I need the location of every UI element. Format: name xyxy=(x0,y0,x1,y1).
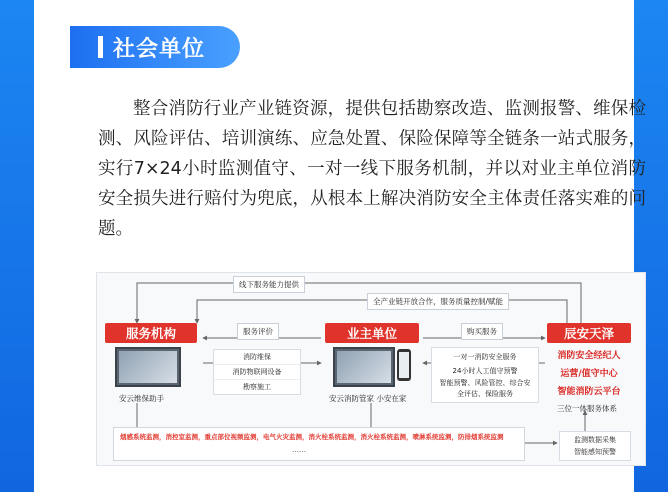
service-diagram xyxy=(96,272,646,466)
owner-phone xyxy=(397,349,411,381)
agency-caption: 安云维保助手 xyxy=(119,394,164,403)
purchase-service-label: 购买服务 xyxy=(461,323,503,340)
service-list-item: 勘察施工 xyxy=(243,383,271,391)
service-eval-label: 服务评价 xyxy=(237,323,279,340)
data-collect-box xyxy=(559,431,631,461)
monitoring-systems-box xyxy=(113,427,525,461)
left-frame xyxy=(0,0,34,492)
owner-service-item: 智能预警、风险管控、综合安全评估、保险服务 xyxy=(439,379,531,398)
chenan-list xyxy=(549,347,629,401)
owner-services-list xyxy=(431,347,539,403)
service-agency-header: 服务机构 xyxy=(105,323,197,343)
service-list-item: 消防维保 xyxy=(214,350,300,365)
flow-line-offline xyxy=(137,283,581,323)
owner-caption: 安云消防管家 小安在家 xyxy=(329,394,407,403)
owner-service-item: 一对一消防安全服务 xyxy=(453,353,517,361)
owner-unit-header: 业主单位 xyxy=(325,323,419,343)
chenan-caption: 三位一体服务体系 xyxy=(557,404,617,413)
flow-label-industry: 全产业链开放合作，服务质量控制/赋能 xyxy=(367,293,509,310)
data-collect-item: 监测数据采集 xyxy=(574,436,616,444)
section-title-bar xyxy=(70,26,240,68)
monitoring-systems-text: 烟感系统监测，消控室监测，重点部位视频监测，电气火灾监测，消火栓系统监测，消火栓系统监测，喷淋系统监测，防排烟系统监测 xyxy=(120,433,504,441)
agency-screen xyxy=(115,347,181,387)
section-title: 社会单位 xyxy=(113,36,206,62)
data-collect-item: 智能感知预警 xyxy=(574,448,616,456)
chenan-item: 消防安全经纪人 xyxy=(557,351,621,361)
intro-text: 整合消防行业产业链资源，提供包括勘察改造、监测报警、维保检测、风险评估、培训演练、应急处置、保险保障等全链条一站式服务，实行7×24小时监测值守、一对一线下服务机制，并以对业主单位消防安全损失进行赔付为兜底，从根本上解决消防安全主体责任落实难的问题。 xyxy=(98,99,646,239)
flow-label-offline: 线下服务能力提供 xyxy=(233,276,305,293)
chenan-item: 运营/值守中心 xyxy=(560,369,618,379)
owner-screen xyxy=(333,347,395,387)
intro-paragraph xyxy=(98,94,646,244)
title-marker xyxy=(98,36,103,58)
monitoring-ellipsis: …… xyxy=(292,446,306,454)
service-list xyxy=(213,349,301,395)
owner-service-item: 24小时人工值守预警 xyxy=(452,367,518,375)
chenan-item: 智能消防云平台 xyxy=(557,387,621,397)
service-list-item: 消防物联网设备 xyxy=(214,365,300,380)
chenan-header: 辰安天泽 xyxy=(547,323,631,343)
content-panel xyxy=(34,0,646,492)
